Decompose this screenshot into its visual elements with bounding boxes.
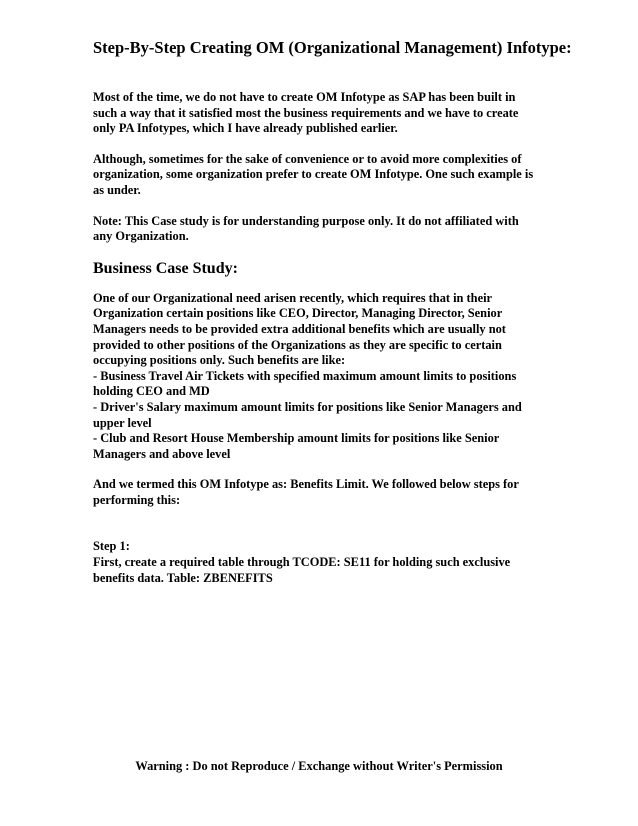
text-line: such a way that it satisfied most the business requirements and we have to create bbox=[93, 105, 519, 120]
case-study-paragraph bbox=[93, 291, 553, 463]
text-line: - Club and Resort House Membership amount limits for positions like Senior bbox=[93, 431, 500, 446]
footer-warning: Warning : Do not Reproduce / Exchange without Writer's Permission bbox=[135, 759, 503, 773]
text-line: First, create a required table through TCODE: SE11 for holding such exclusive bbox=[93, 555, 511, 570]
text-line: benefits data. Table: ZBENEFITS bbox=[93, 570, 273, 585]
text-line: Note: This Case study is for understanding purpose only. It do not affiliated with bbox=[93, 213, 519, 228]
text-line: holding CEO and MD bbox=[93, 384, 210, 399]
section-heading-business-case: Business Case Study: bbox=[93, 259, 238, 277]
text-line: Managers and above level bbox=[93, 446, 231, 461]
text-line: - Business Travel Air Tickets with specified maximum amount limits to positions bbox=[93, 368, 517, 383]
document-page bbox=[93, 38, 572, 586]
intro-paragraph-1 bbox=[93, 90, 553, 137]
text-line: - Driver's Salary maximum amount limits for positions like Senior Managers and bbox=[93, 399, 522, 414]
text-line: any Organization. bbox=[93, 229, 189, 244]
step-1-label: Step 1: bbox=[93, 539, 130, 554]
text-line: Most of the time, we do not have to create OM Infotype as SAP has been built in bbox=[93, 90, 516, 104]
note-paragraph bbox=[93, 214, 553, 245]
text-line: provided to other positions of the Organizations as they are specific to certain bbox=[93, 337, 502, 352]
text-line: And we termed this OM Infotype as: Benefits Limit. We followed below steps for bbox=[93, 477, 519, 492]
text-line: Although, sometimes for the sake of convenience or to avoid more complexities of bbox=[93, 151, 522, 166]
document-title: Step-By-Step Creating OM (Organizational Management) Infotype: bbox=[93, 38, 572, 57]
text-line: performing this: bbox=[93, 492, 181, 507]
text-line: as under. bbox=[93, 182, 141, 197]
text-line: organization, some organization prefer to create OM Infotype. One such example is bbox=[93, 167, 534, 182]
text-line: upper level bbox=[93, 415, 152, 430]
step-1-block bbox=[93, 539, 553, 586]
text-line: One of our Organizational need arisen recently, which requires that in their bbox=[93, 290, 493, 305]
intro-paragraph-2 bbox=[93, 152, 553, 199]
infotype-name-paragraph bbox=[93, 477, 553, 508]
text-line: only PA Infotypes, which I have already published earlier. bbox=[93, 121, 398, 136]
text-line: Managers needs to be provided extra additional benefits which are usually not bbox=[93, 321, 506, 336]
text-line: occupying positions only. Such benefits are like: bbox=[93, 353, 346, 368]
text-line: Organization certain positions like CEO, Director, Managing Director, Senior bbox=[93, 306, 503, 321]
